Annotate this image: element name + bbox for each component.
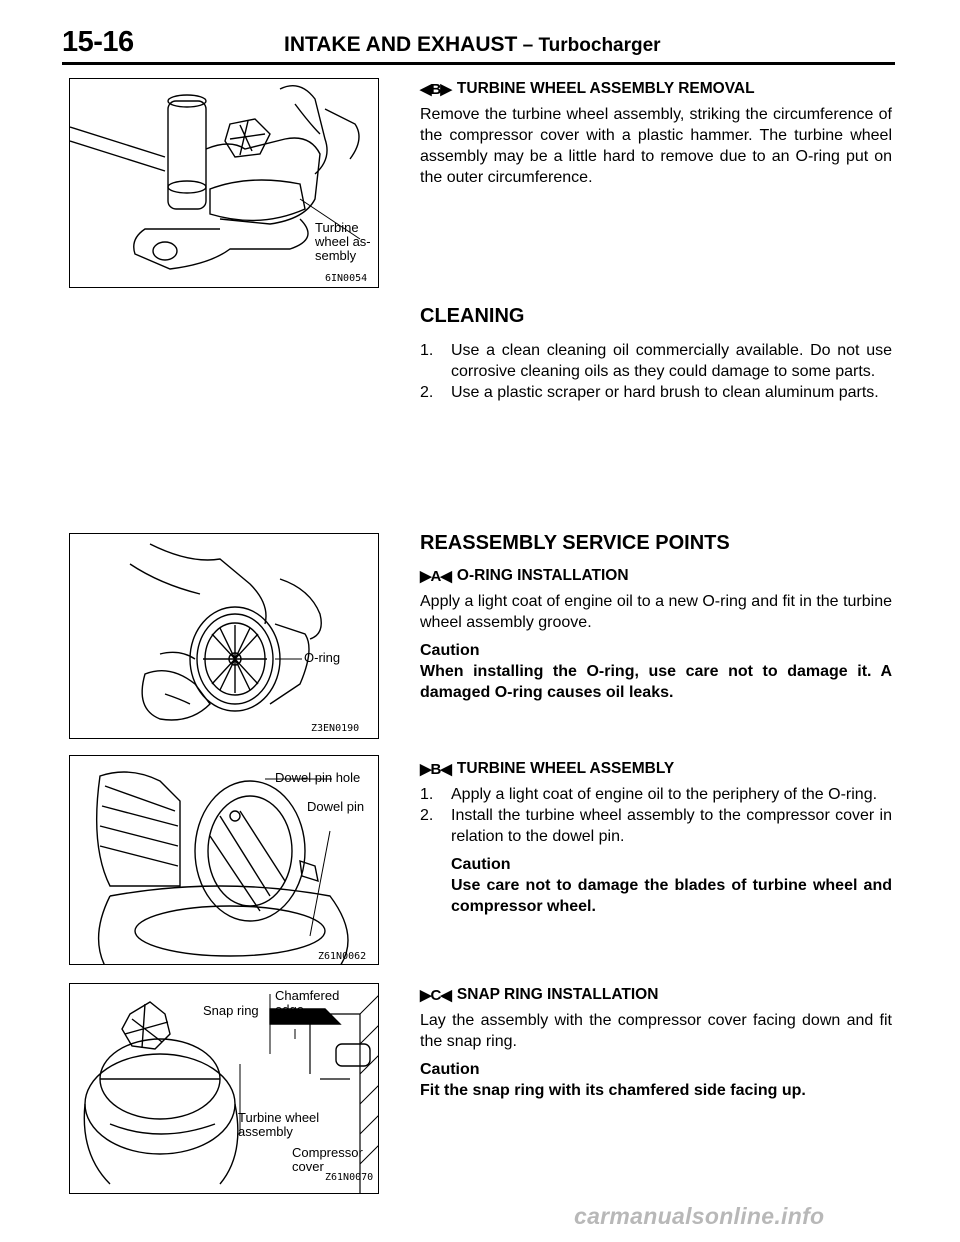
section-turbine-removal	[420, 80, 892, 188]
heading-cleaning: CLEANING	[420, 305, 525, 327]
figure-code: Z3EN0190	[311, 723, 360, 734]
figure-code: Z61N0070	[325, 1172, 374, 1183]
caution-text: Fit the snap ring with its chamfered side facing up.	[420, 1082, 806, 1099]
label-chamfered-edge: Chamfered edge	[275, 988, 340, 1017]
page-header-title	[284, 33, 661, 57]
label-dowel-pin: Dowel pin	[307, 799, 365, 814]
heading-o-ring-installation	[420, 567, 892, 585]
label-turbine-wheel-assembly: Turbine wheel as- sembly	[315, 220, 371, 263]
list-item	[420, 805, 892, 847]
label-turbine-wheel-assembly: Turbine wheel assembly	[238, 1110, 320, 1139]
dowel-pin-illustration	[70, 756, 379, 965]
snap-ring-paragraph: Lay the assembly with the compressor cover facing down and fit the snap ring.	[420, 1012, 892, 1050]
label-compressor-cover: Compressor cover	[292, 1145, 363, 1174]
header-separator: –	[517, 35, 539, 56]
caution-block	[420, 854, 892, 917]
page-number: 15-16	[62, 26, 134, 58]
caution-title: Caution	[420, 642, 480, 659]
caution-title: Caution	[451, 856, 511, 873]
service-point-marker: ◀B▶	[420, 81, 451, 98]
figure-code: 6IN0054	[325, 273, 368, 284]
step-text: Use a clean cleaning oil commercially available. Do not use corrosive cleaning oils as they could damage to some parts.	[451, 342, 892, 380]
heading-text: SNAP RING INSTALLATION	[456, 986, 659, 1003]
service-point-marker: ▶C◀	[420, 987, 451, 1004]
o-ring-illustration	[70, 534, 379, 739]
caution-text: Use care not to damage the blades of turbine wheel and compressor wheel.	[451, 877, 892, 915]
heading-snap-ring-installation	[420, 986, 892, 1004]
heading-text: TURBINE WHEEL ASSEMBLY	[456, 760, 675, 777]
heading-turbine-removal	[420, 80, 892, 98]
step-text: Install the turbine wheel assembly to the compressor cover in relation to the dowel pin.	[451, 807, 892, 845]
step-text: Use a plastic scraper or hard brush to clean aluminum parts.	[451, 384, 879, 401]
step-number: 2.	[420, 384, 434, 401]
section-snap-ring-installation	[420, 986, 892, 1101]
step-number: 1.	[420, 342, 434, 359]
service-point-marker: ▶A◀	[420, 568, 451, 585]
heading-turbine-wheel-assembly	[420, 760, 892, 778]
watermark: carmanualsonline.info	[574, 1203, 825, 1229]
assembly-steps	[420, 784, 892, 847]
figure-turbine-removal	[69, 78, 379, 288]
caution-title: Caution	[420, 1061, 480, 1078]
list-item	[420, 340, 892, 382]
figure-o-ring	[69, 533, 379, 739]
heading-text: TURBINE WHEEL ASSEMBLY REMOVAL	[456, 80, 755, 97]
o-ring-paragraph: Apply a light coat of engine oil to a new O-ring and fit in the turbine wheel assembly groove.	[420, 593, 892, 631]
caution-text: When installing the O-ring, use care not to damage it. A damaged O-ring causes oil leaks.	[420, 663, 892, 701]
heading-text: O-RING INSTALLATION	[456, 567, 629, 584]
figure-dowel-pin	[69, 755, 379, 965]
label-o-ring: O-ring	[304, 650, 341, 665]
figure-snap-ring	[69, 983, 379, 1194]
section-cleaning	[420, 305, 892, 403]
label-snap-ring: Snap ring	[203, 1003, 259, 1018]
subsection-title: Turbocharger	[538, 35, 661, 56]
step-number: 2.	[420, 807, 434, 824]
service-point-marker: ▶B◀	[420, 761, 451, 778]
heading-reassembly: REASSEMBLY SERVICE POINTS	[420, 532, 730, 554]
section-turbine-wheel-assembly	[420, 760, 892, 917]
cleaning-steps	[420, 340, 892, 403]
step-text: Apply a light coat of engine oil to the periphery of the O-ring.	[451, 786, 878, 803]
removal-paragraph: Remove the turbine wheel assembly, striking the circumference of the compressor cover with a plastic hammer. The turbine wheel assembly may be a little hard to remove due to an O-ring put on the outer circumference.	[420, 106, 892, 186]
section-reassembly	[420, 532, 892, 703]
header-rule	[62, 62, 895, 65]
step-number: 1.	[420, 786, 434, 803]
figure-code: Z61N0062	[318, 951, 367, 962]
list-item	[420, 382, 892, 403]
label-dowel-pin-hole: Dowel pin hole	[275, 770, 361, 785]
section-title: INTAKE AND EXHAUST	[284, 33, 518, 56]
list-item	[420, 784, 892, 805]
